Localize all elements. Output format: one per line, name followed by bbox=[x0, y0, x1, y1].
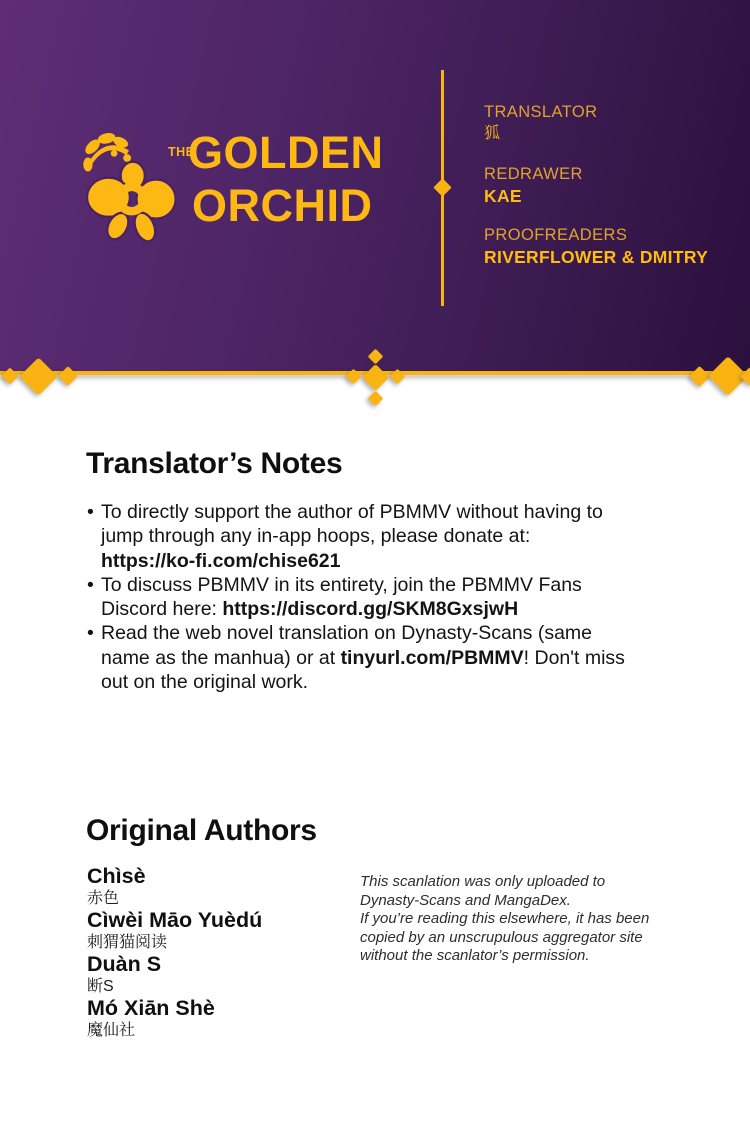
credit-group bbox=[484, 101, 724, 145]
note-text: Read the web novel translation on Dynasty-Scans (same bbox=[101, 622, 593, 645]
disclaimer-line: Dynasty-Scans and MangaDex. bbox=[360, 891, 571, 909]
logo-the-text: THE bbox=[168, 145, 195, 159]
note-bullet bbox=[87, 500, 672, 573]
golden-orchid-logo-icon bbox=[82, 130, 176, 242]
note-link-text: tinyurl.com/PBMMV bbox=[340, 646, 524, 669]
author-romanized-name: Cìwèi Māo Yuèdú bbox=[87, 908, 263, 932]
note-text: Discord here: bbox=[101, 598, 223, 621]
note-text: name as the manhua) or at bbox=[101, 646, 341, 669]
credit-group bbox=[484, 163, 724, 207]
credit-role-label: TRANSLATOR bbox=[484, 103, 598, 121]
credit-role-label: REDRAWER bbox=[484, 165, 583, 183]
disclaimer-line: copied by an unscrupulous aggregator site bbox=[360, 928, 643, 946]
note-bullet bbox=[87, 573, 672, 622]
credit-name: RIVERFLOWER & DMITRY bbox=[484, 247, 709, 267]
notes-bullet-list bbox=[87, 500, 672, 694]
logo-orchid-text: ORCHID bbox=[192, 180, 373, 231]
divider-diamond-icon bbox=[367, 390, 383, 406]
author-romanized-name: Chìsè bbox=[87, 864, 146, 888]
authors-list bbox=[87, 864, 357, 1040]
header-band bbox=[0, 0, 750, 371]
author-chinese-name: 魔仙社 bbox=[87, 1022, 136, 1039]
author-chinese-name: 断S bbox=[87, 978, 114, 995]
credit-name: 狐 bbox=[484, 125, 501, 142]
author-romanized-name: Duàn S bbox=[87, 952, 162, 976]
note-text: To directly support the author of PBMMV without having to bbox=[101, 501, 603, 523]
authors-title: Original Authors bbox=[86, 814, 317, 847]
note-text: To discuss PBMMV in its entirety, join the PBMMV Fans bbox=[101, 573, 582, 596]
note-bullet bbox=[87, 621, 672, 694]
note-text: jump through any in-app hoops, please donate at: bbox=[101, 525, 531, 548]
divider-diamond-icon bbox=[433, 178, 451, 196]
notes-title: Translator’s Notes bbox=[86, 447, 343, 480]
note-link-text: https://ko-fi.com/chise621 bbox=[101, 549, 341, 572]
credit-role-label: PROOFREADERS bbox=[484, 226, 628, 244]
disclaimer-line: without the scanlator’s permission. bbox=[360, 947, 590, 965]
logo-golden-text: GOLDEN bbox=[188, 127, 384, 178]
disclaimer-line: If you’re reading this elsewhere, it has been bbox=[360, 910, 650, 928]
author-chinese-name: 刺猬猫阅读 bbox=[87, 934, 168, 951]
author-entry bbox=[87, 908, 357, 952]
disclaimer-line: This scanlation was only uploaded to bbox=[360, 873, 606, 890]
scanlation-disclaimer bbox=[360, 873, 665, 966]
note-text: ! Don't miss bbox=[523, 646, 625, 669]
author-entry bbox=[87, 996, 357, 1040]
staff-credits bbox=[484, 101, 724, 286]
note-text: out on the original work. bbox=[101, 671, 309, 694]
author-entry bbox=[87, 864, 357, 908]
credit-name: KAE bbox=[484, 186, 522, 206]
author-chinese-name: 赤色 bbox=[87, 890, 120, 907]
note-link-text: https://discord.gg/SKM8GxsjwH bbox=[222, 598, 519, 621]
author-entry bbox=[87, 952, 357, 996]
credit-group bbox=[484, 224, 724, 268]
author-romanized-name: Mó Xiān Shè bbox=[87, 996, 215, 1020]
